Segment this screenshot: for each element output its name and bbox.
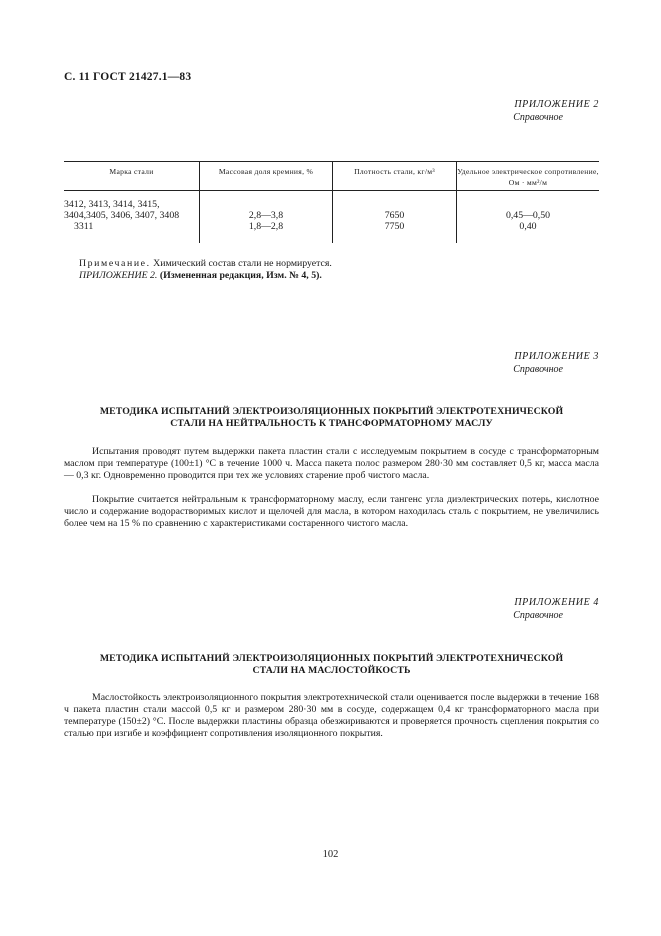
- silicon-value: 1,8—2,8: [248, 221, 284, 232]
- note-line: [79, 258, 332, 270]
- appendix-3-heading: [64, 406, 599, 430]
- resistivity-value: 0,40: [519, 221, 537, 232]
- grade-line: 3412, 3413, 3414, 3415,: [64, 199, 160, 210]
- appendix-4-heading: [64, 653, 599, 677]
- grade-line: 3311: [74, 221, 94, 232]
- note-prefix: Примечание.: [79, 258, 151, 269]
- table-header-row: [64, 161, 599, 191]
- appendix-3-paragraph-1: Испытания проводят путем выдержки пакета пластин стали с исследуемым покрытием в сосуде с трансформаторным маслом при температуре (100±1) °С в течение 1000 ч. Масса пакета полос размером 280·30 мм составляет 0,5 кг, масса масла — 0,3 кг. Одновременно проводится при тех же условиях старение проб чистого масла.: [64, 446, 599, 481]
- page-header: С. 11 ГОСТ 21427.1—83: [64, 71, 192, 83]
- header-resistivity: Удельное электрическое сопротивление, Ом · мм²/м: [456, 162, 599, 190]
- cell-density: [332, 191, 456, 243]
- grade-line: 3404,3405, 3406, 3407, 3408: [64, 210, 180, 221]
- steel-properties-table: [64, 161, 599, 243]
- edit-line: [79, 270, 332, 282]
- silicon-value: 2,8—3,8: [248, 210, 284, 221]
- heading-line: СТАЛИ НА МАСЛОСТОЙКОСТЬ: [252, 665, 411, 676]
- header-silicon: Массовая доля кремния, %: [199, 162, 332, 190]
- appendix-4-title: ПРИЛОЖЕНИЕ 4: [514, 597, 599, 608]
- cell-silicon: [199, 191, 332, 243]
- appendix-4-paragraph-1: Маслостойкость электроизоляционного покрытия электротехнической стали оценивается после выдержки в течение 168 ч пакета пластин стали массой 0,5 кг и размером 280·30 мм в сосуде, содержащем 0,4 кг трансформаторного масла при температуре (150±2) °С. После выдержки пластины образца обезжириваются и проверяется прочность сцепления покрытия со сталью при изгибе и коэффициент сопротивления изоляционного покрытия.: [64, 692, 599, 739]
- appendix-2-title: ПРИЛОЖЕНИЕ 2: [514, 99, 599, 110]
- table-row: [64, 191, 599, 243]
- cell-grades: [64, 191, 199, 243]
- appendix-4-label: [513, 596, 599, 622]
- heading-line: СТАЛИ НА НЕЙТРАЛЬНОСТЬ К ТРАНСФОРМАТОРНОМУ МАСЛУ: [170, 418, 493, 429]
- appendix-4-subtitle: Справочное: [513, 610, 563, 621]
- page-number: 102: [322, 849, 339, 860]
- resistivity-value: 0,45—0,50: [505, 210, 551, 221]
- edit-text: (Измененная редакция, Изм. № 4, 5).: [157, 270, 322, 281]
- edit-reference: ПРИЛОЖЕНИЕ 2.: [79, 270, 158, 281]
- appendix-3-label: [513, 350, 599, 376]
- cell-resistivity: [456, 191, 599, 243]
- appendix-3-title: ПРИЛОЖЕНИЕ 3: [514, 351, 599, 362]
- note-text: Химический состав стали не нормируется.: [150, 258, 332, 269]
- table-note: [79, 258, 332, 282]
- density-value: 7750: [384, 221, 405, 232]
- appendix-3-subtitle: Справочное: [513, 364, 563, 375]
- density-value: 7650: [384, 210, 405, 221]
- heading-line: МЕТОДИКА ИСПЫТАНИЙ ЭЛЕКТРОИЗОЛЯЦИОННЫХ ПОКРЫТИЙ ЭЛЕКТРОТЕХНИЧЕСКОЙ: [99, 406, 564, 417]
- appendix-2-label: [513, 98, 599, 124]
- header-grade: Марка стали: [109, 167, 154, 176]
- appendix-2-subtitle: Справочное: [513, 112, 563, 123]
- header-density: Плотность стали, кг/м³: [332, 162, 456, 190]
- heading-line: МЕТОДИКА ИСПЫТАНИЙ ЭЛЕКТРОИЗОЛЯЦИОННЫХ ПОКРЫТИЙ ЭЛЕКТРОТЕХНИЧЕСКОЙ: [99, 653, 564, 664]
- appendix-3-paragraph-2: Покрытие считается нейтральным к трансформаторному маслу, если тангенс угла диэлектрических потерь, кислотное число и содержание водорастворимых кислот и щелочей для масла, в котором находилась сталь с покрытием, не увеличились более чем на 15 % по сравнению с характеристиками состаренного чистого масла.: [64, 494, 599, 529]
